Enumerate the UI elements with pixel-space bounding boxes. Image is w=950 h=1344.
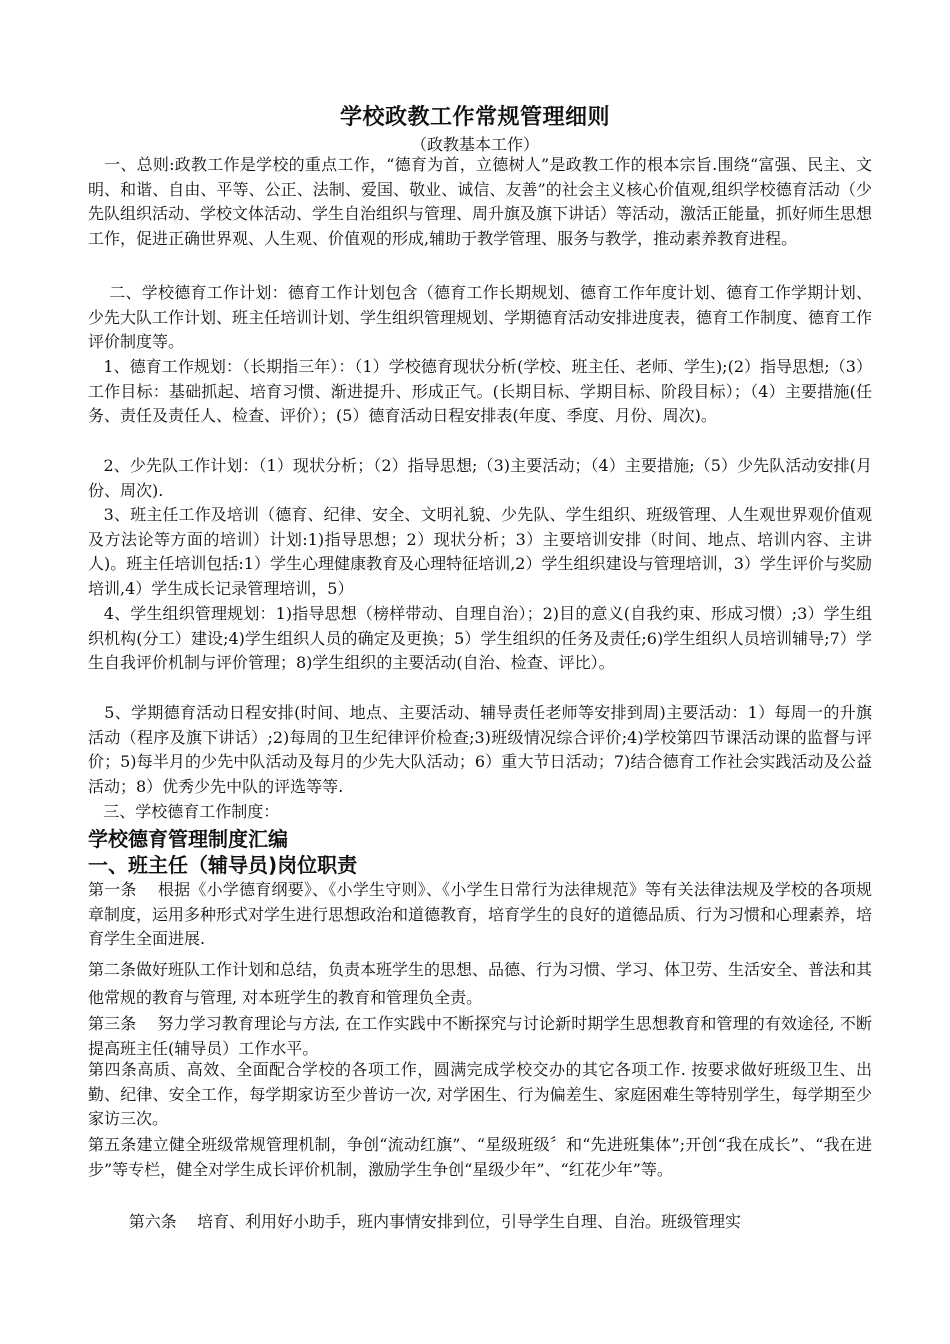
article-1: 第一条 根据《小学德育纲要》、《小学生守则》、《小学生日常行为法律规范》等有关法律法规及学校的各项规章制度，运用多种形式对学生进行思想政治和道德教育，培育学生的良好的道德品质、行为习惯和心理素养，培育学生全面进展. (88, 880, 873, 949)
article-4: 第四条高质、高效、全面配合学校的各项工作，圆满完成学校交办的其它各项工作. 按要求做好班级卫生、出勤、纪律、安全工作，每学期家访至少普访一次, 对学困生、行为偏差生、家庭困难生等特别学生，每学期至少家访三次。 (88, 1060, 872, 1129)
paragraph-plan: 二、学校德育工作计划：德育工作计划包含（德育工作长期规划、德育工作年度计划、德育工作学期计划、少先大队工作计划、班主任培训计划、学生组织管理规划、学期德育活动安排进度表，德育工作制度、德育工作评价制度等。 (88, 283, 873, 352)
paragraph-item-2: 2、少先队工作计划：（1）现状分析；（2）指导思想;（3)主要活动；（4）主要措施;（5）少先队活动安排(月份、周次). (88, 456, 872, 500)
paragraph-item-1: 1、德育工作规划：（长期指三年）：（1）学校德育现状分析(学校、班主任、老师、学生);(2）指导思想;（3）工作目标：基础抓起、培育习惯、渐进提升、形成正气。(长期目标、学期目标、阶段目标）；（4）主要措施(任务、责任及责任人、检查、评价）；(5）德育活动日程安排表(年度、季度、月份、周次)。 (88, 357, 872, 426)
document-title: 学校政教工作常规管理细则 (339, 105, 610, 130)
article-5: 第五条建立健全班级常规管理机制，争创“流动红旗”、“星级班级〞和“先进班集体”;开创“我在成长”、“我在进步”等专栏，健全对学生成长评价机制，激励学生争创“星级少年”、“红花少年”等。 (88, 1135, 872, 1179)
paragraph-item-5: 5、学期德育活动日程安排(时间、地点、主要活动、辅导责任老师等安排到周)主要活动：1）每周一的升旗活动（程序及旗下讲话）;2)每周的卫生纪律评价检查;3)班级情况综合评价;4)学校第四节课活动课的监督与评价；5)每半月的少先中队活动及每月的少先大队活动；6）重大节日活动；7)结合德育工作社会实践活动及公益活动；8）优秀少先中队的评选等等. (88, 703, 872, 796)
document-subtitle: （政教基本工作） (410, 135, 539, 154)
paragraph-system: 三、学校德育工作制度： (88, 802, 280, 821)
article-6: 第六条 培育、利用好小助手，班内事情安排到位，引导学生自理、自治。班级管理实 (88, 1212, 742, 1231)
paragraph-general: 一、总则:政教工作是学校的重点工作，“德育为首，立德树人”是政教工作的根本宗旨.围绕“富强、民主、文明、和谐、自由、平等、公正、法制、爱国、敬业、诚信、友善”的社会主义核心价值观,组织学校德育活动（少先队组织活动、学校文体活动、学生自治组织与管理、周升旗及旗下讲话）等活动，激活正能量，抓好师生思想工作，促进正确世界观、人生观、价值观的形成,辅助于教学管理、服务与教学，推动素养教育进程。 (88, 155, 873, 248)
paragraph-item-3: 3、班主任工作及培训（德育、纪律、安全、文明礼貌、少先队、学生组织、班级管理、人生观世界观价值观及方法论等方面的培训）计划:1)指导思想；2）现状分析；3）主要培训安排（时间、地点、培训内容、主讲人)。班主任培训包括:1）学生心理健康教育及心理特征培训,2）学生组织建设与管理培训，3）学生评价与奖励培训,4）学生成长记录管理培训，5） (88, 505, 872, 598)
sub-heading: 一、班主任（辅导员)岗位职责 (88, 853, 358, 877)
article-2: 第二条做好班队工作计划和总结，负责本班学生的思想、品德、行为习惯、学习、体卫劳、生活安全、普法和其他常规的教育与管理, 对本班学生的教育和管理负全责。 (88, 960, 873, 1007)
paragraph-item-4: 4、学生组织管理规划：1)指导思想（榜样带动、自理自治）；2)目的意义(自我约束、形成习惯）;3）学生组织机构(分工）建设;4)学生组织人员的确定及更换；5）学生组织的任务及责任;6)学生组织人员培训辅导;7）学生自我评价机制与评价管理；8)学生组织的主要活动(自治、检查、评比）。 (88, 604, 872, 673)
article-3: 第三条 努力学习教育理论与方法, 在工作实践中不断探究与讨论新时期学生思想教育和管理的有效途径, 不断提高班主任(辅导员）工作水平。 (88, 1014, 872, 1058)
section-heading: 学校德育管理制度汇编 (88, 827, 288, 851)
